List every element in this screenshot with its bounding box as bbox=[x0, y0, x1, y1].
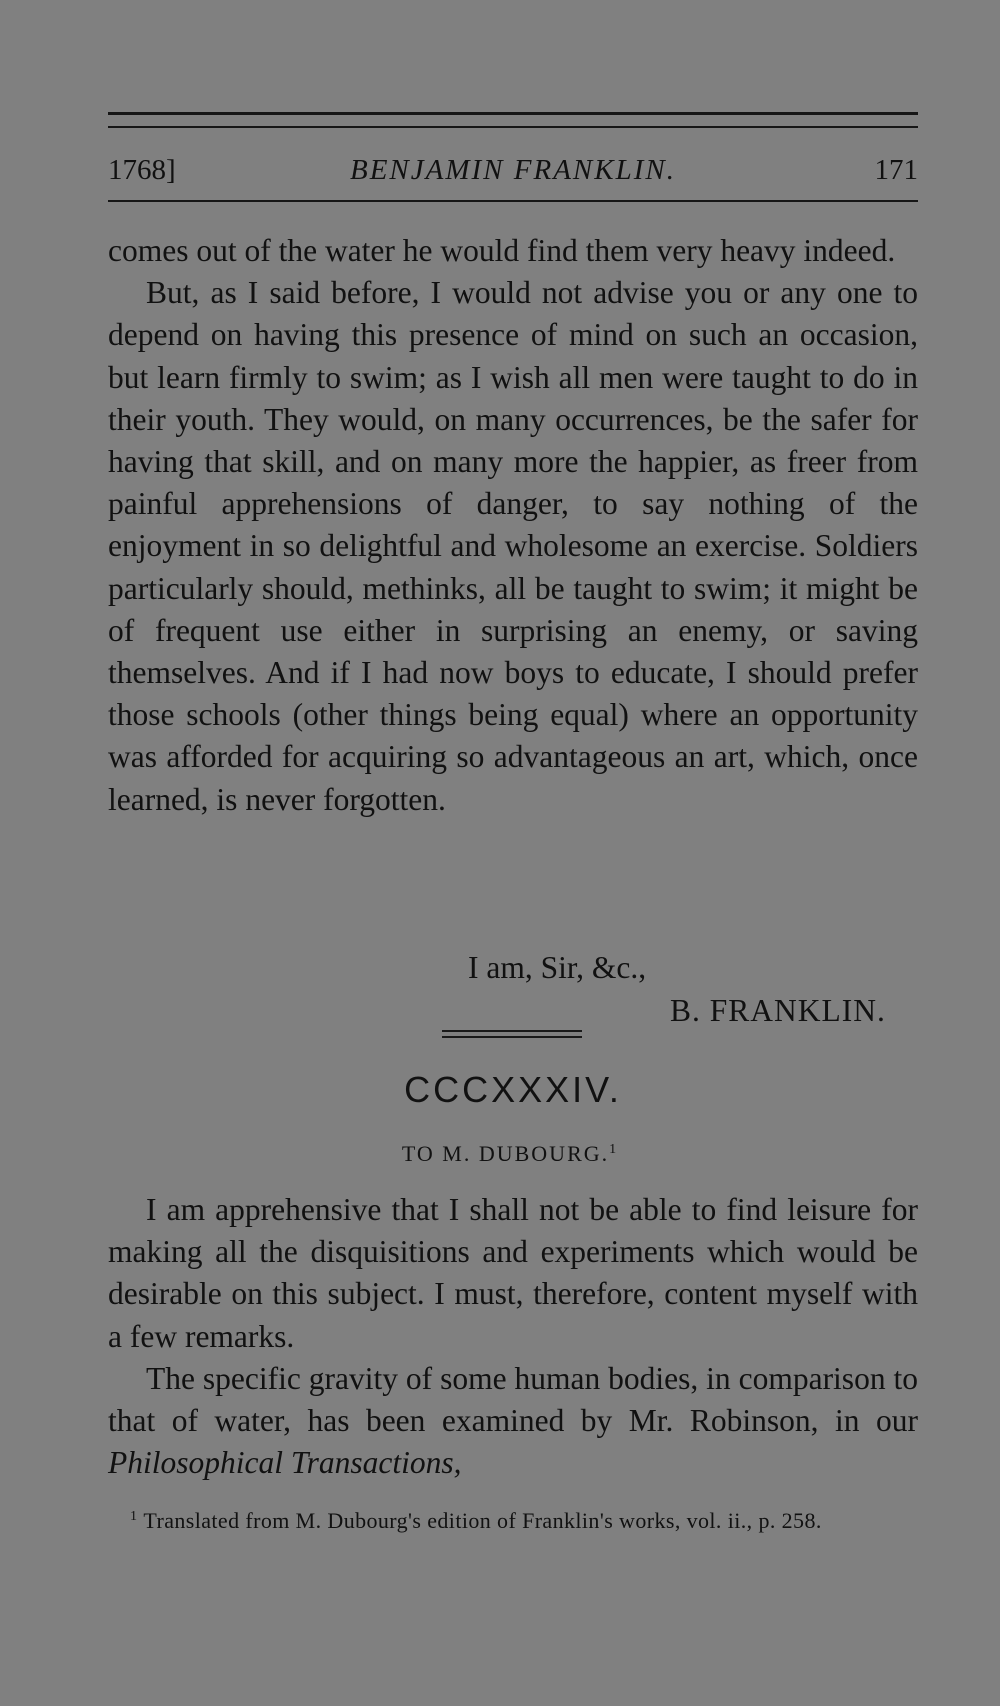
paragraph: I am apprehensive that I shall not be able to find leisure for making all the disquisitions and experiments which would be desirable on this subject. I must, therefore, content myself with a few remarks. bbox=[108, 1192, 918, 1354]
letter-addressee bbox=[108, 1134, 918, 1170]
paragraph-text: The specific gravity of some human bodies, in comparison to that of water, has been examined by Mr. Robinson, in our bbox=[108, 1360, 918, 1439]
addressee-text: TO M. DUBOURG. bbox=[401, 1141, 610, 1166]
header-top-rule bbox=[108, 112, 918, 115]
body-text-continued bbox=[108, 230, 918, 821]
footnote bbox=[130, 1500, 918, 1538]
header-second-rule bbox=[108, 126, 918, 128]
running-head bbox=[108, 150, 918, 190]
page-number: 171 bbox=[874, 154, 918, 186]
publication-title: Philosophical Transactions, bbox=[108, 1445, 462, 1481]
paragraph bbox=[108, 1358, 918, 1485]
section-separator-rule bbox=[442, 1030, 582, 1032]
footnote-reference: 1 bbox=[609, 1142, 619, 1157]
paragraph: But, as I said before, I would not advise you or any one to depend on having this presence of mind on such an occasion, but learn firmly to swim; as I wish all men were taught to do in their youth. They would, on many occurrences, be the safer for having that skill, and on many more the happier, as freer from painful apprehensions of danger, to say nothing of the enjoyment in so delightful and wholesome an exercise. Soldiers particularly should, methinks, all be taught to swim; it might be of frequent use either in surprising an enemy, or saving themselves. And if I had now boys to educate, I should prefer those schools (other things being equal) where an opportunity was afforded for acquiring so advantageous an art, which, once learned, is never forgotten. bbox=[108, 275, 918, 817]
section-separator-rule bbox=[442, 1036, 582, 1038]
footnote-text: Translated from M. Dubourg's edition of Franklin's works, vol. ii., p. 258. bbox=[143, 1508, 822, 1533]
closing-salutation: I am, Sir, &c., bbox=[468, 950, 647, 985]
running-head-year: 1768] bbox=[108, 154, 176, 186]
running-head-title: BENJAMIN FRANKLIN. bbox=[350, 154, 676, 186]
footnote-marker: 1 bbox=[130, 1509, 138, 1524]
signature: B. FRANKLIN. bbox=[670, 993, 886, 1028]
header-bottom-rule bbox=[108, 200, 918, 202]
letter-body bbox=[108, 1189, 918, 1484]
paragraph: comes out of the water he would find them very heavy indeed. bbox=[108, 233, 896, 268]
book-page bbox=[108, 0, 918, 1706]
letter-number-heading: CCCXXXIV. bbox=[404, 1069, 622, 1110]
